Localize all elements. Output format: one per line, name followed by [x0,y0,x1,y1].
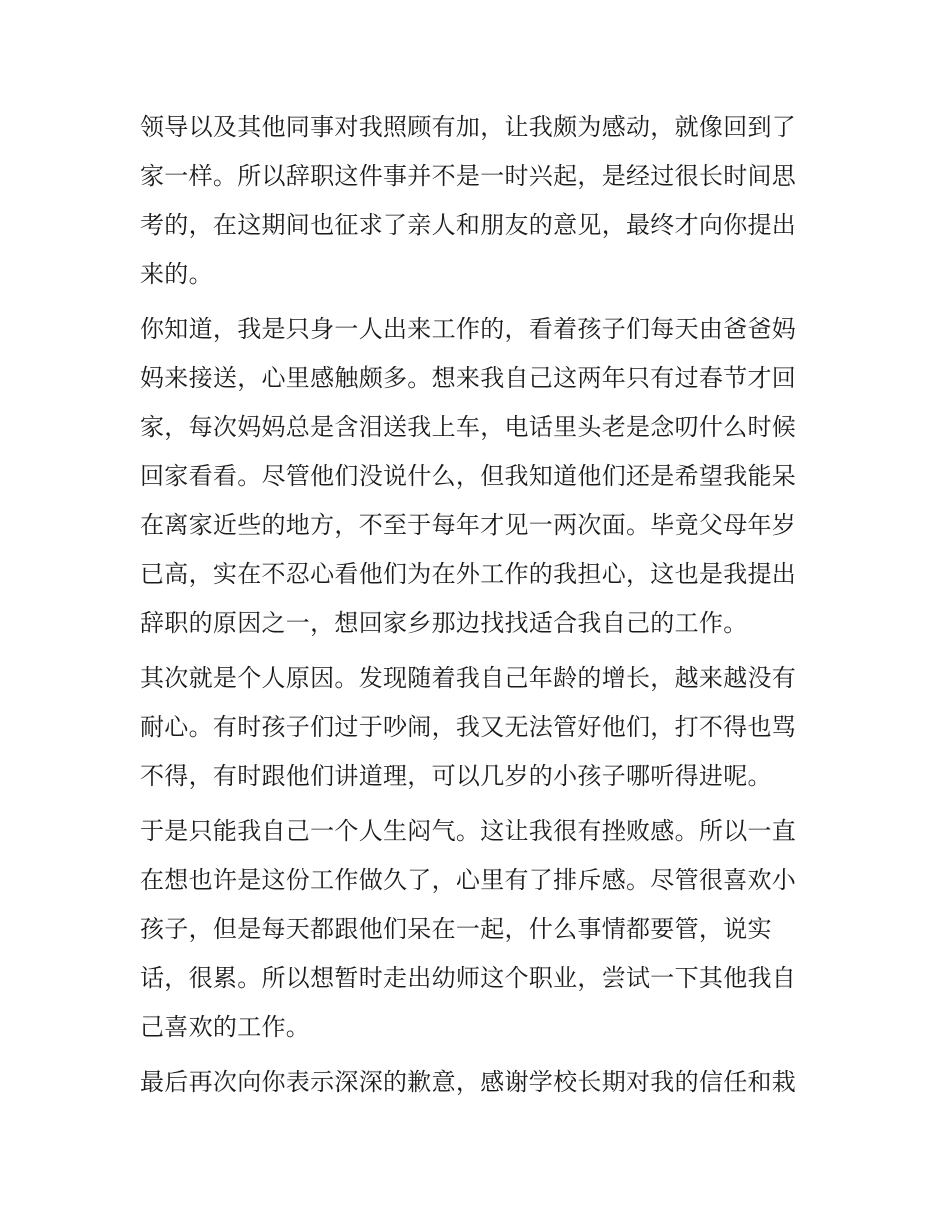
text-line: 孩子，但是每天都跟他们呆在一起，什么事情都要管，说实 [140,915,772,943]
text-line: 在离家近些的地方，不至于每年才见一两次面。毕竟父母年岁 [140,511,797,539]
text-line: 辞职的原因之一，想回家乡那边找找适合我自己的工作。 [140,609,748,637]
text-line: 于是只能我自己一个人生闷气。这让我很有挫败感。所以一直 [140,817,797,845]
text-line: 领导以及其他同事对我照顾有加，让我颇为感动，就像回到了 [140,113,797,141]
text-line: 在想也许是这份工作做久了，心里有了排斥感。尽管很喜欢小 [140,866,797,894]
text-line: 考的，在这期间也征求了亲人和朋友的意见，最终才向你提出 [140,211,797,239]
text-line: 耐心。有时孩子们过于吵闹，我又无法管好他们，打不得也骂 [140,713,797,741]
text-line: 已高，实在不忍心看他们为在外工作的我担心，这也是我提出 [140,560,797,588]
text-line: 回家看看。尽管他们没说什么，但我知道他们还是希望我能呆 [140,462,797,490]
text-line: 家一样。所以辞职这件事并不是一时兴起，是经过很长时间思 [140,162,797,190]
text-line: 家，每次妈妈总是含泪送我上车，电话里头老是念叨什么时候 [140,413,797,441]
text-line: 你知道，我是只身一人出来工作的，看着孩子们每天由爸爸妈 [140,315,797,343]
text-line: 不得，有时跟他们讲道理，可以几岁的小孩子哪听得进呢。 [140,762,772,790]
text-line: 己喜欢的工作。 [140,1013,311,1041]
text-line: 最后再次向你表示深深的歉意，感谢学校长期对我的信任和栽 [140,1068,797,1096]
text-line: 话，很累。所以想暂时走出幼师这个职业，尝试一下其他我自 [140,964,797,992]
text-line: 妈来接送，心里感触颇多。想来我自己这两年只有过春节才回 [140,364,797,392]
text-line: 来的。 [140,260,213,288]
text-line: 其次就是个人原因。发现随着我自己年龄的增长，越来越没有 [140,664,797,692]
